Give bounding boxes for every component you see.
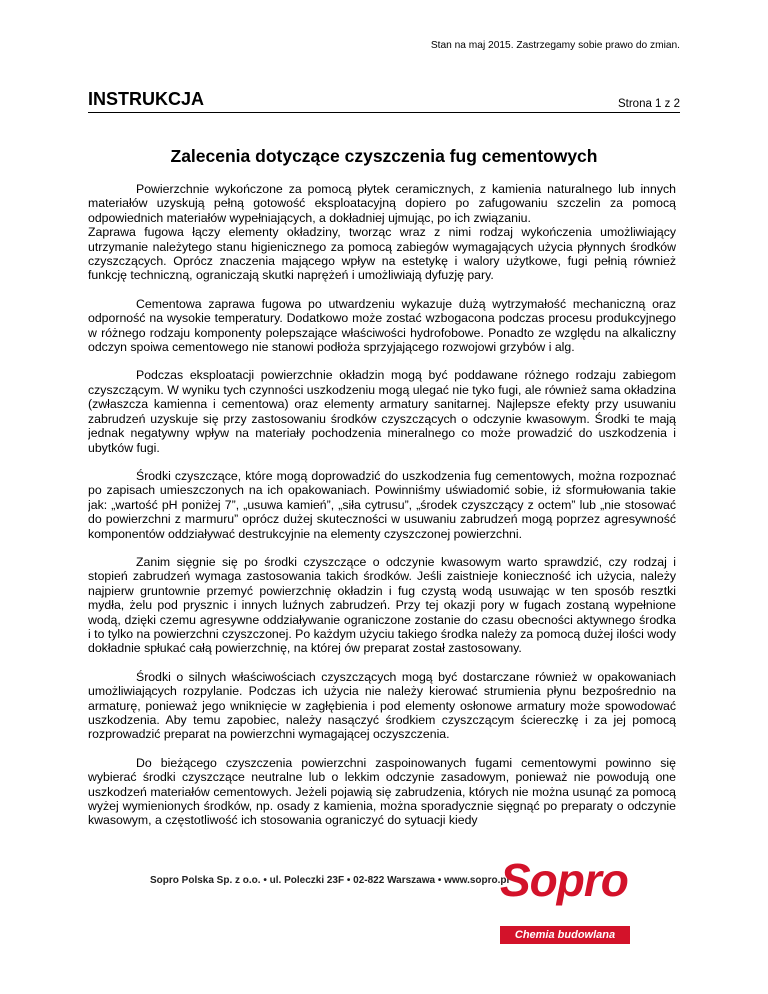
page-number: Strona 1 z 2 [617, 98, 680, 110]
paragraph: Cementowa zaprawa fugowa po utwardzeniu wykazuje dużą wytrzymałość mechaniczną oraz odporność na wysokie temperatury. Dodatkowo może zostać wzbogacona podczas procesu produkcyjnego w różnego rodzaju komponenty polepszające właściwości hydrofobowe. Ponadto ze względu na alkaliczny odczyn spoiwa cementowego nie stanowi podłoża sprzyjającego rozwojowi grzybów i alg. [88, 296, 676, 355]
document-heading: Zalecenia dotyczące czyszczenia fug cementowych [170, 146, 598, 166]
paragraph: Zaprawa fugowa łączy elementy okładziny, tworząc wraz z nimi rodzaj wykończenia umożliwiający utrzymanie należytego stanu higienicznego za pomocą zabiegów wymagających użycia płynnych środków czyszczących. Oprócz znaczenia mającego wpływ na estetykę i walory użytkowe, fugi pełnią również funkcję techniczną, ograniczają skutki naprężeń i umożliwiają dyfuzję pary. [88, 225, 676, 283]
paragraph: Powierzchnie wykończone za pomocą płytek ceramicznych, z kamienia naturalnego lub innych materiałów uzyskują pełną gotowość eksploatacyjną dopiero po zafugowaniu szczelin za pomocą odpowiednich materiałów wypełniających, a dokładniej ujmując, po ich związaniu. [88, 182, 676, 225]
company-address: Sopro Polska Sp. z o.o. • ul. Poleczki 23F • 02-822 Warszawa • www.sopro.pl [150, 875, 510, 886]
document-body [88, 182, 676, 892]
paragraph: Środki o silnych właściwościach czyszczących mogą być dostarczane również w opakowaniach umożliwiających rozpylanie. Podczas ich użycia nie należy kierować strumienia płynu bezpośrednio na armaturę, ponieważ jego wniknięcie w zagłębienia i pod elementy osłonowe armatury może spowodować uszkodzenia. Aby temu zapobiec, należy nasączyć środkiem czyszczącym ściereczkę i za jej pomocą rozprowadzić preparat na powierzchni wymagającej oczyszczenia. [88, 669, 676, 742]
sopro-logo [500, 853, 630, 923]
document-header [88, 88, 680, 113]
logo-tagline: Chemia budowlana [500, 926, 630, 944]
logo-wordmark: Sopro [500, 854, 628, 906]
document-type-title: INSTRUKCJA [88, 89, 205, 109]
paragraph: Do bieżącego czyszczenia powierzchni zaspoinowanych fugami cementowymi powinno się wybierać środki czyszczące neutralne lub o lekkim odczynie zasadowym, ponieważ nie powodują one uszkodzeń materiałów cementowych. Jeżeli pojawią się zabrudzenia, których nie można usunąć za pomocą wyżej wymienionych środków, np. osady z kamienia, można sporadycznie sięgnąć po preparaty o odczynie kwasowym, a częstotliwość ich stosowania ograniczyć do sytuacji kiedy [88, 755, 676, 828]
paragraph: Zanim sięgnie się po środki czyszczące o odczynie kwasowym warto sprawdzić, czy rodzaj i stopień zabrudzeń wymaga zastosowania takich środków. Jeśli zaistnieje konieczność ich użycia, należy najpierw gruntownie przemyć powierzchnię okładzin i fug czystą wodą usuwając w ten sposób resztki mydła, żelu pod prysznic i innych luźnych zabrudzeń. Przy tej okazji pory w fugach zostaną wypełnione wodą, dzięki czemu agresywne oddziaływanie ograniczone zostanie do czasu obecności aktywnego środka i to tylko na powierzchni czyszczonej. Po każdym użyciu takiego środka należy za pomocą dużej ilości wody dokładnie spłukać całą powierzchnię, na której ów preparat został zastosowany. [88, 554, 676, 656]
revision-note: Stan na maj 2015. Zastrzegamy sobie prawo do zmian. [430, 40, 680, 51]
paragraph: Środki czyszczące, które mogą doprowadzić do uszkodzenia fug cementowych, można rozpoznać po zapisach umieszczonych na ich opakowaniach. Powinniśmy uświadomić sobie, iż sformułowania takie jak: „wartość pH poniżej 7”, „usuwa kamień”, „siła cytrusu”, „środek czyszczący z octem” lub „nie stosować do powierzchni z marmuru” oprócz dużej skuteczności w usuwaniu zabrudzeń mogą poprzez agresywność komponentów oddziaływać destrukcyjnie na elementy czyszczonej powierzchni. [88, 468, 676, 541]
paragraph: Podczas eksploatacji powierzchnie okładzin mogą być poddawane różnego rodzaju zabiegom czyszczącym. W wyniku tych czynności uszkodzeniu mogą ulegać nie tyko fugi, ale również sama okładzina (zwłaszcza kamienna i cementowa) oraz elementy armatury sanitarnej. Najlepsze efekty przy usuwaniu zabrudzeń uzyskuje się przy zastosowaniu środków czyszczących o odczynie kwasowym. Środki te mają jednak negatywny wpływ na materiały pochodzenia mineralnego co może prowadzić do uszkodzenia i ubytków fugi. [88, 368, 676, 455]
